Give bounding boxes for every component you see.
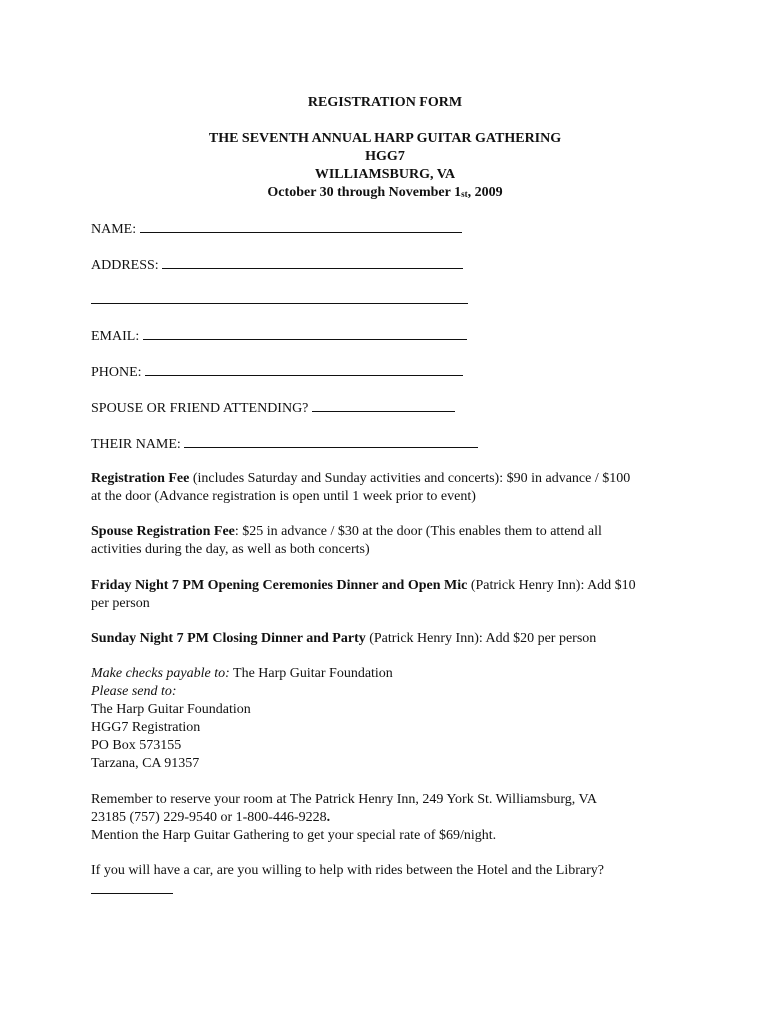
- registration-fee-line-2: at the door (Advance registration is open until 1 week prior to event): [91, 489, 476, 504]
- payable-to: The Harp Guitar Foundation: [229, 666, 393, 681]
- payment-instructions: [91, 665, 691, 773]
- spouse-fee-text: : $25 in advance / $30 at the door (This enables them to attend all: [234, 524, 602, 539]
- hotel-line-3: Mention the Harp Guitar Gathering to get your special rate of $69/night.: [91, 828, 497, 843]
- hotel-line-1: Remember to reserve your room at The Patrick Henry Inn, 249 York St. Williamsburg, VA: [91, 792, 597, 807]
- mailing-address-line: The Harp Guitar Foundation: [91, 702, 251, 717]
- mailing-address-line: HGG7 Registration: [91, 720, 201, 735]
- car-question-paragraph: [91, 862, 691, 898]
- hotel-paragraph: [91, 791, 691, 845]
- dates-ordinal: st: [461, 189, 468, 199]
- event-location: WILLIAMSBURG, VA: [314, 167, 456, 182]
- address-row-2: [91, 290, 468, 310]
- phone-row: [91, 362, 463, 382]
- car-question: If you will have a car, are you willing to help with rides between the Hotel and the Library?: [91, 863, 604, 878]
- name-row: [91, 219, 462, 239]
- registration-fee-paragraph: [91, 470, 691, 506]
- spouse-fee-line-1: [91, 523, 691, 541]
- their-name-label: THEIR NAME:: [91, 437, 181, 452]
- address-blank-2[interactable]: [91, 290, 468, 304]
- name-label: NAME:: [91, 222, 137, 237]
- car-answer-blank[interactable]: [91, 880, 173, 894]
- hotel-phone-period: .: [326, 810, 331, 825]
- send-label-text: Please send to:: [91, 684, 177, 699]
- car-answer-row: [91, 880, 691, 898]
- sunday-dinner-text: (Patrick Henry Inn): Add $20 per person: [365, 631, 597, 646]
- address-row: [91, 255, 463, 275]
- sunday-dinner-heading: Sunday Night 7 PM Closing Dinner and Party: [91, 631, 366, 646]
- email-blank[interactable]: [143, 326, 467, 340]
- hotel-line-2: [91, 809, 691, 827]
- spouse-fee-heading: Spouse Registration Fee: [91, 524, 235, 539]
- payable-line: [91, 665, 691, 683]
- mailing-address-line: PO Box 573155: [91, 738, 182, 753]
- friday-dinner-line-2: per person: [91, 596, 150, 611]
- address-label: ADDRESS:: [91, 258, 159, 273]
- friday-dinner-line-1: [91, 577, 691, 595]
- their-name-blank[interactable]: [184, 434, 478, 448]
- registration-fee-text: (includes Saturday and Sunday activities and concerts): $90 in advance / $100: [189, 471, 631, 486]
- address-blank-1[interactable]: [162, 255, 463, 269]
- registration-fee-line-1: [91, 470, 691, 488]
- payable-label: Make checks payable to:: [91, 666, 230, 681]
- event-dates: [0, 184, 770, 202]
- friday-dinner-text: (Patrick Henry Inn): Add $10: [467, 578, 636, 593]
- form-title: REGISTRATION FORM: [307, 95, 463, 110]
- send-label: [91, 683, 691, 701]
- dates-prefix: October 30 through November 1: [267, 185, 462, 200]
- hotel-phone: 23185 (757) 229-9540 or 1-800-446-9228: [91, 810, 327, 825]
- spouse-fee-paragraph: [91, 523, 691, 559]
- spouse-fee-line-2: activities during the day, as well as both concerts): [91, 542, 370, 557]
- sunday-dinner-line-1: [91, 630, 691, 648]
- their-name-row: [91, 434, 478, 454]
- friday-dinner-paragraph: [91, 577, 691, 613]
- name-blank[interactable]: [140, 219, 462, 233]
- event-code: HGG7: [365, 149, 405, 164]
- dates-year: , 2009: [467, 185, 503, 200]
- mailing-address-line: Tarzana, CA 91357: [91, 756, 200, 771]
- phone-label: PHONE:: [91, 365, 142, 380]
- email-row: [91, 326, 467, 346]
- spouse-label: SPOUSE OR FRIEND ATTENDING?: [91, 401, 309, 416]
- sunday-dinner-paragraph: [91, 630, 691, 648]
- email-label: EMAIL:: [91, 329, 140, 344]
- phone-blank[interactable]: [145, 362, 463, 376]
- spouse-blank[interactable]: [312, 398, 455, 412]
- event-name: THE SEVENTH ANNUAL HARP GUITAR GATHERING: [208, 131, 562, 146]
- friday-dinner-heading: Friday Night 7 PM Opening Ceremonies Dinner and Open Mic: [91, 578, 468, 593]
- registration-fee-heading: Registration Fee: [91, 471, 190, 486]
- spouse-row: [91, 398, 455, 418]
